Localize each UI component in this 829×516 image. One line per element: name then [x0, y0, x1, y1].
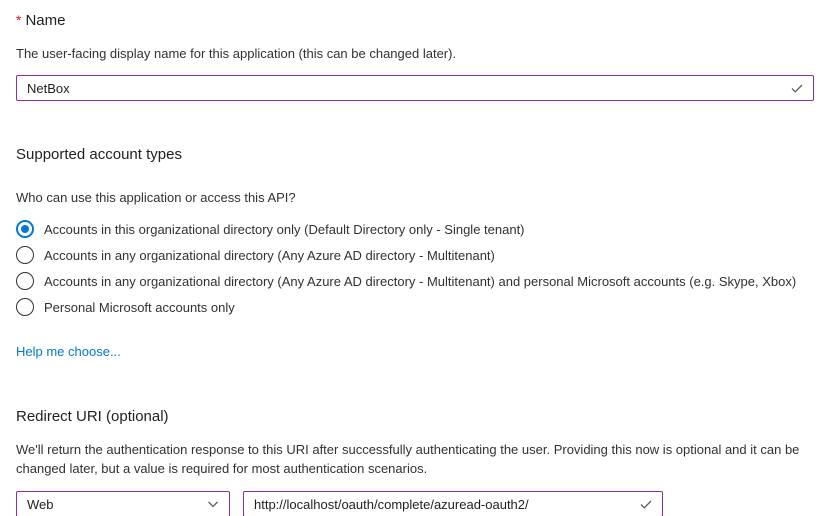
platform-select-value: Web	[27, 496, 54, 512]
account-types-radio-group	[16, 216, 814, 320]
check-icon	[789, 80, 805, 96]
name-input-value: NetBox	[27, 80, 70, 96]
radio-option-label: Personal Microsoft accounts only	[44, 299, 235, 315]
redirect-uri-row	[16, 491, 814, 516]
radio-option-multitenant-personal[interactable]	[16, 268, 814, 294]
redirect-uri-description: We'll return the authentication response to this URI after successfully authenticating the user. Providing this now is optional and it can be changed later, but a value is required for most authentication scenarios.	[16, 442, 800, 476]
radio-button-icon[interactable]	[16, 298, 34, 316]
radio-option-multitenant[interactable]	[16, 242, 814, 268]
radio-option-personal-only[interactable]	[16, 294, 814, 320]
name-section-heading	[16, 10, 814, 31]
help-me-choose-link[interactable]: Help me choose...	[16, 344, 121, 359]
radio-option-single-tenant[interactable]	[16, 216, 814, 242]
redirect-uri-heading: Redirect URI (optional)	[16, 408, 169, 425]
chevron-down-icon	[205, 496, 221, 512]
name-description: The user-facing display name for this application (this can be changed later).	[16, 46, 457, 61]
radio-button-icon[interactable]	[16, 220, 34, 238]
platform-select[interactable]	[16, 491, 230, 516]
account-types-heading: Supported account types	[16, 146, 182, 163]
radio-button-icon[interactable]	[16, 272, 34, 290]
radio-option-label: Accounts in any organizational directory (Any Azure AD directory - Multitenant) and personal Microsoft accounts (e.g. Skype, Xbox)	[44, 273, 797, 289]
name-label: Name	[25, 12, 66, 29]
radio-button-icon[interactable]	[16, 246, 34, 264]
name-input[interactable]	[16, 75, 814, 101]
check-icon	[638, 496, 654, 512]
redirect-uri-value: http://localhost/oauth/complete/azuread-oauth2/	[254, 496, 529, 512]
account-types-question: Who can use this application or access this API?	[16, 190, 296, 205]
radio-option-label: Accounts in any organizational directory (Any Azure AD directory - Multitenant)	[44, 247, 495, 263]
redirect-uri-input[interactable]	[243, 491, 663, 516]
radio-option-label: Accounts in this organizational directory only (Default Directory only - Single tenant)	[44, 221, 525, 237]
required-marker: *	[16, 12, 22, 28]
